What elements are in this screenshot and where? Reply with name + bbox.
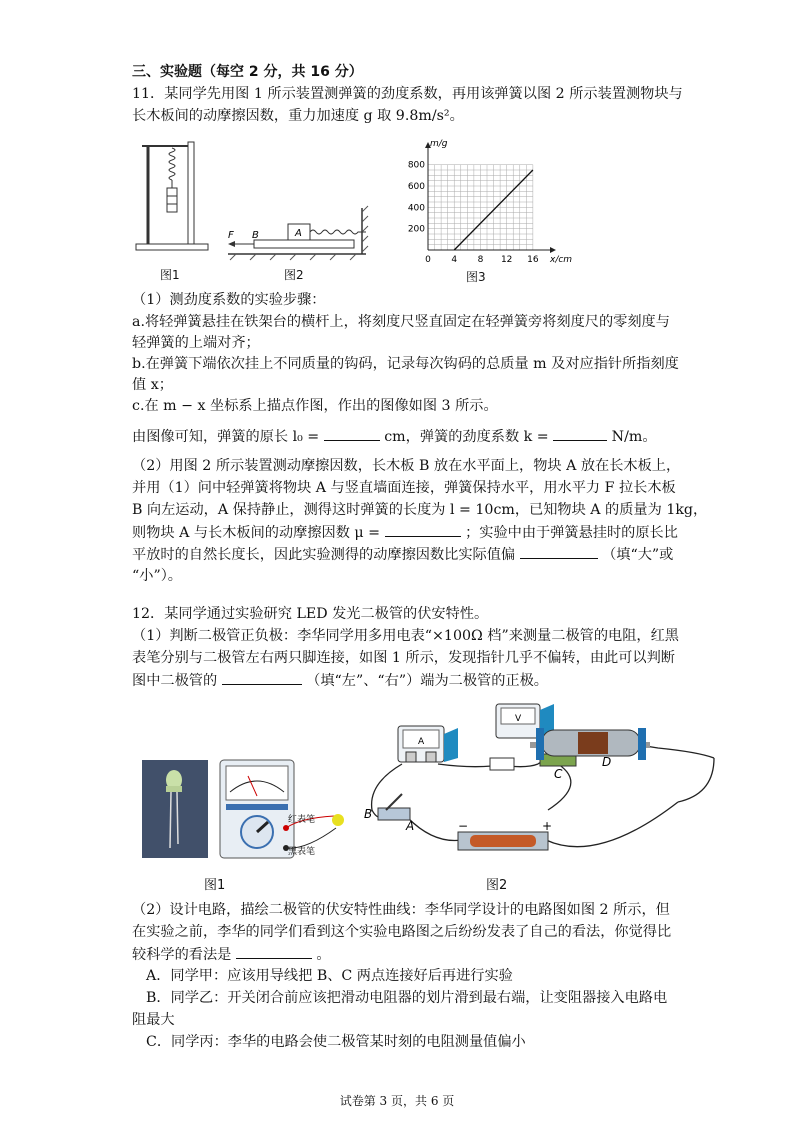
circuit-battery-plus: + xyxy=(542,819,553,833)
circuit-ammeter-symbol: A xyxy=(418,737,425,747)
q11-part2-line5a: 平放时的自然长度长，因此实验测得的动摩擦因数比实际值偏 xyxy=(132,547,516,563)
q11-blank-length[interactable] xyxy=(324,426,380,441)
q12-p2-line1: （2）设计电路，描绘二极管的伏安特性曲线：李华同学设计的电路图如图 2 所示，但 xyxy=(132,902,670,918)
fig2-label-b: B xyxy=(252,230,259,241)
circuit-label-d: D xyxy=(602,755,612,769)
q11-part2-line1: （2）用图 2 所示装置测动摩擦因数，长木板 B 放在水平面上，物块 A 放在长木板上， xyxy=(132,458,681,474)
q12-option-b-line2: 阻最大 xyxy=(132,1012,175,1028)
q12-p1-line3a: 图中二极管的 xyxy=(132,673,218,689)
q11-fig2-setup xyxy=(226,200,376,262)
section-title: 三、实验题（每空 2 分，共 16 分） xyxy=(132,64,363,80)
circuit-voltmeter-symbol: V xyxy=(515,714,522,724)
q12-p2-line2: 在实验之前，李华的同学们看到这个实验电路图之后纷纷发表了自己的看法，你觉得比 xyxy=(132,924,672,940)
x-tick-label: 8 xyxy=(477,255,484,265)
q11-step-a2: 轻弹簧的上端对齐； xyxy=(132,335,260,351)
q11-part2-line5 xyxy=(132,544,673,565)
x-tick-label: 16 xyxy=(527,255,539,265)
q11-step-a1: a.将轻弹簧悬挂在铁架台的横杆上，将刻度尺竖直固定在轻弹簧旁将刻度尺的零刻度与 xyxy=(132,314,670,330)
q11-part2-line4b: ；实验中由于弹簧悬挂时的原长比 xyxy=(465,525,678,541)
q11-conclusion-b: cm，弹簧的劲度系数 k = xyxy=(384,429,549,445)
q11-blank-mu[interactable] xyxy=(385,522,461,537)
q12-option-c: C．同学丙：李华的电路会使二极管某时刻的电阻测量值偏小 xyxy=(146,1034,526,1050)
q12-fig2-circuit xyxy=(358,694,720,860)
meter-black-probe-label: 黑表笔 xyxy=(288,847,316,857)
y-tick-label: 200 xyxy=(407,224,425,235)
q12-p2-line3 xyxy=(132,944,331,965)
x-tick-label: 0 xyxy=(425,255,431,265)
q12-blank-pole[interactable] xyxy=(222,670,302,685)
q11-step-b2: 值 x； xyxy=(132,377,173,393)
q11-fig1-stand xyxy=(134,138,214,258)
q12-option-b-line1: B．同学乙：开关闭合前应该把滑动电阻器的划片滑到最右端，让变阻器接入电路电 xyxy=(146,990,668,1006)
circuit-label-b: B xyxy=(364,807,373,821)
y-tick-label: 800 xyxy=(407,160,425,171)
q12-stem: 12．某同学通过实验研究 LED 发光二极管的伏安特性。 xyxy=(132,606,489,622)
q11-part2-line4a: 则物块 A 与长木板间的动摩擦因数 μ = xyxy=(132,525,381,541)
q11-part2-line2: 并用（1）问中轻弹簧将物块 A 与竖直墙面连接，弹簧保持水平，用水平力 F 拉长木板 xyxy=(132,480,676,496)
x-tick-label: 4 xyxy=(451,255,458,265)
q11-fig2-caption: 图2 xyxy=(284,268,304,282)
q12-option-a: A．同学甲：应该用导线把 B、C 两点连接好后再进行实验 xyxy=(146,968,513,984)
q12-fig1-meter xyxy=(140,758,354,862)
y-axis-label: m/g xyxy=(430,139,448,149)
circuit-battery-minus: − xyxy=(458,819,469,833)
circuit-label-a: A xyxy=(406,819,415,833)
q11-part2-line3: B 向左运动，A 保持静止，测得这时弹簧的长度为 l = 10cm，已知物块 A 的质量为 1kg， xyxy=(132,502,708,518)
x-axis-label: x/cm xyxy=(550,255,573,265)
q11-fig3-caption: 图3 xyxy=(466,270,486,284)
q12-p2-line3a: 较科学的看法是 xyxy=(132,947,232,963)
x-axis-arrow xyxy=(550,247,556,253)
x-tick-label: 12 xyxy=(500,255,513,265)
q12-p1-line2: 表笔分别与二极管左右两只脚连接，如图 1 所示，发现指针几乎不偏转，由此可以判断 xyxy=(132,650,675,666)
q12-fig2-caption: 图2 xyxy=(486,878,508,893)
q11-part2-line6: “小”）。 xyxy=(132,568,182,584)
q11-conclusion-a: 由图像可知，弹簧的原长 l₀ = xyxy=(132,429,320,445)
q11-blank-k[interactable] xyxy=(553,426,607,441)
q11-step-c: c.在 m − x 坐标系上描点作图，作出的图像如图 3 所示。 xyxy=(132,398,498,414)
q12-p1-line1: （1）判断二极管正负极：李华同学用多用电表“×100Ω 档”来测量二极管的电阻，红黑 xyxy=(132,628,679,644)
q11-conclusion xyxy=(132,426,657,447)
q11-conclusion-c: N/m。 xyxy=(611,429,657,445)
circuit-label-c: C xyxy=(554,767,563,781)
q11-part2-line5b: （填“大”或 xyxy=(602,547,674,563)
fig2-label-f: F xyxy=(228,230,234,241)
q11-step-b1: b.在弹簧下端依次挂上不同质量的钩码，记录每次钩码的总质量 m 及对应指针所指刻度 xyxy=(132,356,679,372)
y-tick-label: 400 xyxy=(407,203,425,214)
fig2-label-a: A xyxy=(295,228,302,239)
q12-fig1-caption: 图1 xyxy=(204,878,226,893)
q11-blank-bias[interactable] xyxy=(520,544,598,559)
q11-part1-title: （1）测劲度系数的实验步骤： xyxy=(132,292,326,308)
meter-red-probe-label: 红表笔 xyxy=(288,815,316,825)
q11-part2-line4 xyxy=(132,522,678,543)
q12-p1-line3 xyxy=(132,670,548,691)
q12-p1-line3b: （填“左”、“右”）端为二极管的正极。 xyxy=(306,673,548,689)
q11-fig1-caption: 图1 xyxy=(160,268,180,282)
q11-fig3-chart xyxy=(400,139,573,270)
q11-stem-line1: 11．某同学先用图 1 所示装置测弹簧的劲度系数，再用该弹簧以图 2 所示装置测物块与 xyxy=(132,86,683,102)
page-footer: 试卷第 3 页，共 6 页 xyxy=(339,1094,455,1108)
q12-blank-opinion[interactable] xyxy=(236,944,312,959)
q12-p2-line3b: 。 xyxy=(316,947,331,963)
q11-stem-line2: 长木板间的动摩擦因数，重力加速度 g 取 9.8m/s²。 xyxy=(132,108,464,124)
y-tick-label: 600 xyxy=(407,182,425,192)
